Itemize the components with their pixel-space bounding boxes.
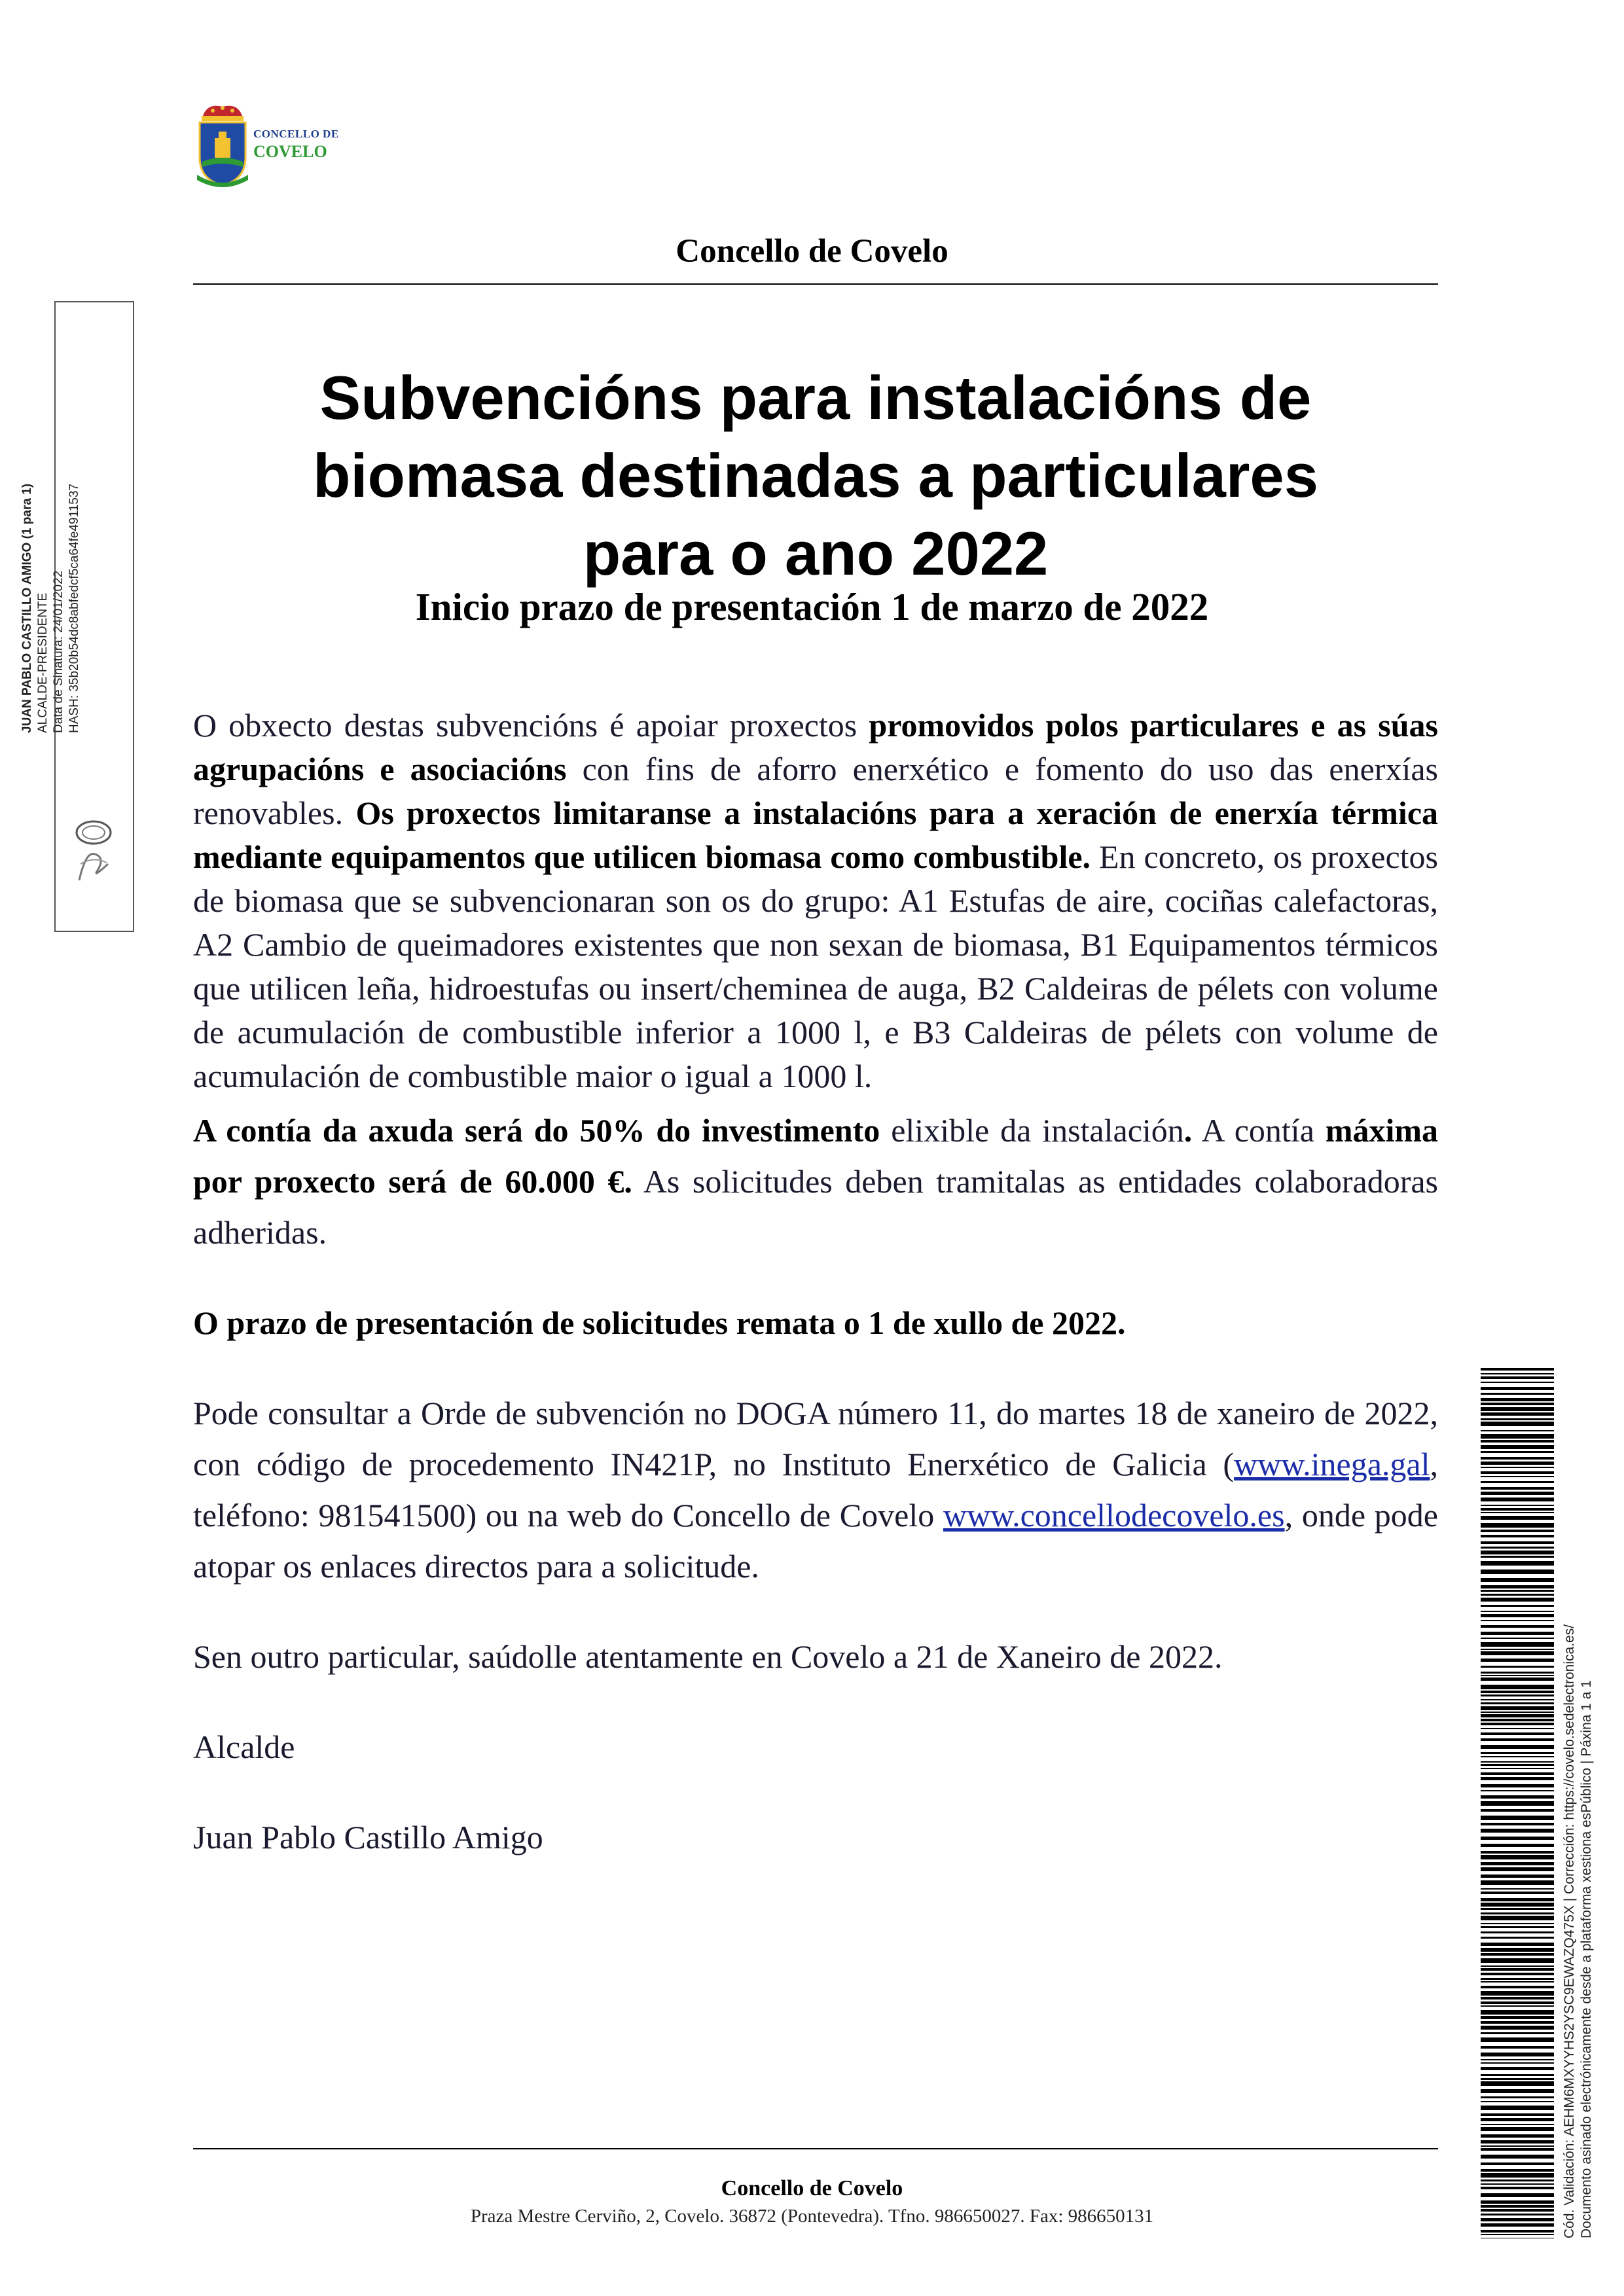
logo-text-concello: CONCELLO DE: [253, 128, 339, 140]
barcode-bar: [1481, 1666, 1554, 1668]
barcode-bar: [1481, 2223, 1554, 2227]
barcode-bar: [1481, 1948, 1554, 1952]
barcode-bar: [1481, 1931, 1554, 1933]
barcode-bar: [1481, 1393, 1554, 1395]
barcode-bar: [1481, 1407, 1554, 1411]
barcode-bar: [1481, 1953, 1554, 1956]
footer-divider: [193, 2148, 1438, 2149]
barcode-bar: [1481, 1614, 1554, 1617]
footer-address: Praza Mestre Cerviño, 2, Covelo. 36872 (Pontevedra). Tfno. 986650027. Fax: 986650131: [470, 2206, 1154, 2227]
header-divider: [193, 283, 1438, 285]
validation-code: Cód. Validación: AEHM6MXYYHS2YSC9EWAZQ475X | Corrección: https://covelo.sedelectronica.es/: [1562, 1624, 1577, 2238]
barcode-bar: [1481, 2214, 1554, 2215]
barcode-bar: [1481, 1777, 1554, 1780]
bold-span: máxima por proxecto será de 60.000 €.: [193, 1112, 1439, 1200]
barcode-bar: [1481, 2187, 1554, 2189]
barcode-bar: [1481, 1675, 1554, 1676]
barcode-bar: [1481, 1965, 1554, 1967]
barcode-bar: [1481, 1691, 1554, 1693]
text-span: En concreto, os proxectos de biomasa que se subvencionaran son os do grupo: A1 Estufas de aire, cociñas calefactoras, A2 Cambio de queimadores existentes que non sexan de biomasa, B1 Equipamentos térmicos que utilicen leña, hidroestufas ou insert/cheminea de auga, B2 Caldeiras de pélets con volume de acumulación de combustible inferior a 1000 l, e B3 Caldeiras de pélets con volume de acumulación de combustible maior o igual a 1000 l.: [193, 838, 1438, 1094]
barcode-bar: [1481, 2162, 1554, 2165]
barcode-bar: [1481, 2101, 1554, 2102]
barcode-bar: [1481, 1642, 1554, 1647]
barcode-bar: [1481, 1440, 1554, 1443]
barcode-bar: [1481, 1719, 1554, 1721]
text-span: As solicitudes deben tramitalas as entidades colaboradoras adheridas.: [193, 1163, 1438, 1251]
barcode-bar: [1481, 2124, 1554, 2125]
text-span: elixible da instalación: [880, 1112, 1184, 1149]
barcode-bar: [1481, 1651, 1554, 1655]
text-span: , teléfono: 981541500) ou na web do Concello de Covelo: [193, 1446, 1438, 1534]
barcode-bar: [1481, 2016, 1554, 2019]
barcode-bar: [1481, 1625, 1554, 1628]
signer-role: Alcalde: [193, 1729, 295, 1765]
bold-span: .: [1183, 1112, 1193, 1149]
barcode-bar: [1481, 1498, 1554, 1501]
barcode-bar: [1481, 1712, 1554, 1713]
barcode-bar: [1481, 1632, 1554, 1635]
barcode-bar: [1481, 1978, 1554, 1980]
barcode-bar: [1481, 1445, 1554, 1449]
barcode-bar: [1481, 1487, 1554, 1490]
barcode-bar: [1481, 1620, 1554, 1621]
barcode-bar: [1481, 1916, 1554, 1920]
title-line-1: Subvencións para instalacións de: [319, 363, 1312, 432]
barcode-bar: [1481, 2078, 1554, 2080]
barcode-bar: [1481, 2169, 1554, 2172]
header-title: Concello de Covelo: [676, 233, 948, 270]
validation-note: [1561, 1322, 1595, 2238]
barcode-bar: [1481, 1702, 1554, 1704]
barcode-bar: [1481, 1723, 1554, 1725]
barcode-bar: [1481, 1732, 1554, 1735]
text-span: , onde pode atopar os enlaces directos para a solicitude.: [193, 1497, 1439, 1585]
barcode-bar: [1481, 2021, 1554, 2024]
barcode-bar: [1481, 1809, 1554, 1812]
barcode-bar: [1481, 1981, 1554, 1982]
barcode-bar: [1481, 1795, 1554, 1799]
barcode-bar: [1481, 1605, 1554, 1607]
barcode-bar: [1481, 1541, 1554, 1544]
barcode-bar: [1481, 2059, 1554, 2060]
barcode-bar: [1481, 1551, 1554, 1554]
barcode-bar: [1481, 1412, 1554, 1416]
barcode-bar: [1481, 1585, 1554, 1588]
barcode-bar: [1481, 1398, 1554, 1401]
barcode-bar: [1481, 1973, 1554, 1975]
paragraph-consult: [193, 1388, 1438, 1592]
barcode-bar: [1481, 1926, 1554, 1928]
barcode-bar: [1481, 1867, 1554, 1871]
barcode-bar: [1481, 1471, 1554, 1474]
barcode-bar: [1481, 1434, 1554, 1439]
barcode-bar: [1481, 2179, 1554, 2181]
barcode-bar: [1481, 2062, 1554, 2064]
concello-web-link[interactable]: www.concellodecovelo.es: [943, 1497, 1285, 1534]
signer-stamp-name: JUAN PABLO CASTILLO AMIGO (1 para 1): [20, 483, 34, 733]
barcode-icon: [1481, 1368, 1554, 2238]
barcode-bar: [1481, 1638, 1554, 1639]
barcode-bar: [1481, 1943, 1554, 1946]
barcode-bar: [1481, 1903, 1554, 1907]
barcode-bar: [1481, 1492, 1554, 1495]
footer-title: Concello de Covelo: [721, 2176, 903, 2200]
signer-stamp-date: Data de Sinatura: 24/01/2022: [52, 570, 65, 733]
barcode-bar: [1481, 1418, 1554, 1420]
barcode-bar: [1481, 1745, 1554, 1749]
paragraph-objective: [193, 704, 1438, 1098]
barcode-bar: [1481, 1677, 1554, 1681]
barcode-bar: [1481, 1547, 1554, 1549]
barcode-bar: [1481, 1837, 1554, 1840]
barcode-bar: [1481, 2046, 1554, 2049]
barcode-bar: [1481, 1728, 1554, 1729]
text-span: con fins de aforro enerxético e fomento do uso das enerxías renovables.: [193, 751, 1438, 831]
barcode-bar: [1481, 1908, 1554, 1910]
barcode-bar: [1481, 1556, 1554, 1558]
paragraph-amount: [193, 1105, 1438, 1258]
barcode-bar: [1481, 1685, 1554, 1689]
barcode-bar: [1481, 2005, 1554, 2007]
barcode-bar: [1481, 1462, 1554, 1465]
barcode-bar: [1481, 2209, 1554, 2212]
barcode-bar: [1481, 2218, 1554, 2221]
barcode-bar: [1481, 1387, 1554, 1390]
barcode-bar: [1481, 1695, 1554, 1696]
barcode-bar: [1481, 2001, 1554, 2004]
bold-span: Os proxectos limitaranse a instalacións para a xeración de enerxía térmica mediante equipamentos que utilicen biomasa como combustible.: [193, 795, 1439, 875]
barcode-bar: [1481, 1659, 1554, 1662]
barcode-bar: [1481, 2183, 1554, 2185]
barcode-bar: [1481, 1991, 1554, 1996]
barcode-bar: [1481, 2134, 1554, 2138]
paragraph-deadline: O prazo de presentación de solicitudes remata o 1 de xullo de 2022.: [193, 1304, 1126, 1341]
barcode-bar: [1481, 1578, 1554, 1582]
barcode-bar: [1481, 1376, 1554, 1379]
barcode-bar: [1481, 2089, 1554, 2093]
barcode-bar: [1481, 2032, 1554, 2034]
barcode-bar: [1481, 1373, 1554, 1374]
barcode-bar: [1481, 1382, 1554, 1383]
barcode-bar: [1481, 2127, 1554, 2131]
barcode-bar: [1481, 1888, 1554, 1890]
barcode-bar: [1481, 1761, 1554, 1763]
text-span: A contía: [1192, 1112, 1326, 1149]
barcode-bar: [1481, 2118, 1554, 2121]
coat-of-arms-icon: [193, 101, 252, 193]
barcode-bar: [1481, 1476, 1554, 1477]
barcode-bar: [1481, 2037, 1554, 2042]
barcode-bar: [1481, 1594, 1554, 1596]
barcode-bar: [1481, 1968, 1554, 1971]
document-body: [193, 704, 1438, 1863]
barcode-bar: [1481, 1699, 1554, 1700]
barcode-bar: [1481, 2145, 1554, 2147]
signer-name: Juan Pablo Castillo Amigo: [193, 1819, 543, 1856]
barcode-bar: [1481, 2148, 1554, 2151]
barcode-bar: [1481, 1898, 1554, 1901]
barcode-bar: [1481, 1598, 1554, 1602]
barcode-bar: [1481, 1535, 1554, 1537]
barcode-bar: [1481, 1829, 1554, 1833]
barcode-bar: [1481, 1738, 1554, 1741]
barcode-bar: [1481, 1874, 1554, 1878]
barcode-bar: [1481, 1801, 1554, 1806]
signer-stamp-role: ALCALDE-PRESIDENTE: [36, 592, 50, 733]
barcode-bar: [1481, 1561, 1554, 1566]
title-line-3: para o ano 2022: [583, 519, 1049, 588]
barcode-bar: [1481, 1937, 1554, 1939]
barcode-bar: [1481, 1772, 1554, 1775]
barcode-bar: [1481, 2200, 1554, 2204]
barcode-bar: [1481, 1862, 1554, 1865]
barcode-bar: [1481, 1403, 1554, 1405]
barcode-bar: [1481, 1855, 1554, 1859]
barcode-bar: [1481, 2010, 1554, 2015]
title-line-2: biomasa destinadas a particulares: [313, 441, 1318, 510]
barcode-bar: [1481, 1756, 1554, 1757]
barcode-bar: [1481, 1368, 1554, 1371]
text-span: Pode consultar a Orde de subvención no DOGA número 11, do martes 18 de xaneiro de 2022, con código de procedemento IN421P, no Instituto Enerxético de Galicia (: [193, 1395, 1438, 1482]
barcode-bar: [1481, 1457, 1554, 1460]
barcode-bar: [1481, 1590, 1554, 1592]
barcode-bar: [1481, 1764, 1554, 1766]
barcode-bar: [1481, 2155, 1554, 2159]
barcode-bar: [1481, 2053, 1554, 2056]
barcode-bar: [1481, 1523, 1554, 1528]
barcode-bar: [1481, 1851, 1554, 1854]
signature-stamp-text: [20, 144, 82, 733]
barcode-bar: [1481, 1530, 1554, 1532]
barcode-bar: [1481, 1752, 1554, 1754]
barcode-bar: [1481, 2106, 1554, 2110]
barcode-bar: [1481, 1611, 1554, 1612]
barcode-bar: [1481, 1912, 1554, 1914]
page-subtitle: Inicio prazo de presentación 1 de marzo de 2022: [415, 585, 1209, 628]
barcode-bar: [1481, 1816, 1554, 1820]
barcode-bar: [1481, 1706, 1554, 1710]
text-span: O obxecto destas subvencións é apoiar proxectos: [193, 707, 869, 744]
barcode-bar: [1481, 1784, 1554, 1787]
logo-text-covelo: COVELO: [253, 142, 327, 161]
barcode-bar: [1481, 2096, 1554, 2098]
barcode-bar: [1481, 1672, 1554, 1674]
concello-logo: [193, 101, 350, 193]
page-title: [193, 359, 1438, 592]
barcode-bar: [1481, 1714, 1554, 1717]
barcode-bar: [1481, 1516, 1554, 1520]
barcode-bar: [1481, 2140, 1554, 2144]
barcode-bar: [1481, 1481, 1554, 1483]
barcode-bar: [1481, 2067, 1554, 2070]
barcode-bar: [1481, 1923, 1554, 1924]
barcode-bar: [1481, 2113, 1554, 2116]
barcode-bar: [1481, 1451, 1554, 1453]
inega-link[interactable]: www.inega.gal: [1234, 1446, 1430, 1482]
validation-platform: Documento asinado electrónicamente desde a plataforma xestiona esPúblico | Páxina 1 a 1: [1579, 1680, 1594, 2238]
bold-span: A contía da axuda será do 50% do investimento: [193, 1112, 880, 1149]
bold-span: promovidos polos particulares e as súas agrupacións e asociacións: [193, 707, 1438, 787]
signature-seal-icon: [67, 818, 120, 890]
barcode-bar: [1481, 2081, 1554, 2086]
barcode-bar: [1481, 2234, 1554, 2235]
barcode-bar: [1481, 1512, 1554, 1513]
barcode-bar: [1481, 1467, 1554, 1468]
barcode-bar: [1481, 1768, 1554, 1769]
barcode-bar: [1481, 1649, 1554, 1650]
barcode-bar: [1481, 2205, 1554, 2208]
barcode-bar: [1481, 2074, 1554, 2076]
barcode-bar: [1481, 1892, 1554, 1894]
barcode-bar: [1481, 1844, 1554, 1847]
barcode-bar: [1481, 1422, 1554, 1426]
barcode-bar: [1481, 2026, 1554, 2030]
paragraph-closing: Sen outro particular, saúdolle atentamente en Covelo a 21 de Xaneiro de 2022.: [193, 1638, 1223, 1675]
barcode-bar: [1481, 1997, 1554, 2000]
barcode-bar: [1481, 1790, 1554, 1791]
barcode-bar: [1481, 2173, 1554, 2178]
barcode-bar: [1481, 1508, 1554, 1511]
barcode-bar: [1481, 1570, 1554, 1574]
barcode-bar: [1481, 1430, 1554, 1431]
barcode-bar: [1481, 1823, 1554, 1825]
barcode-bar: [1481, 2230, 1554, 2233]
barcode-bar: [1481, 2193, 1554, 2197]
barcode-bar: [1481, 1958, 1554, 1963]
barcode-bar: [1481, 1505, 1554, 1506]
barcode-bar: [1481, 1880, 1554, 1885]
barcode-bar: [1481, 1986, 1554, 1988]
signer-stamp-hash: HASH: 35b20b54dc8abfedcf5ca64fe4911537: [67, 483, 81, 733]
